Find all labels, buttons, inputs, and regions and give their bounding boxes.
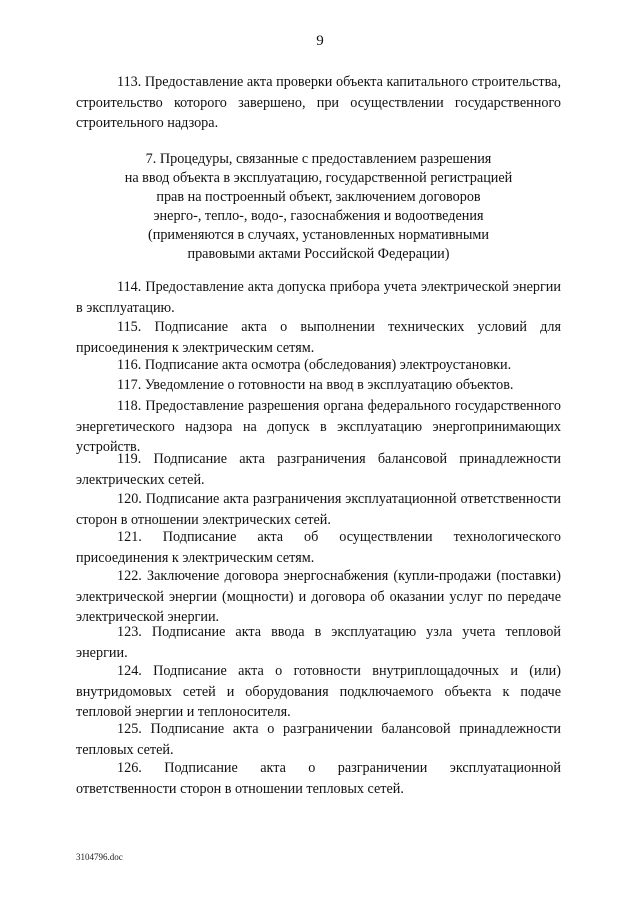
item-114: 114. Предоставление акта допуска прибора учета электрической энергии в эксплуатацию. — [76, 279, 561, 316]
item-122: 122. Заключение договора энергоснабжения (купли-продажи (поставки) электрической энергии (мощности) и договора об оказании услуг по передаче электрической энергии. — [76, 568, 561, 625]
item-126: 126. Подписание акта о разграничении эксплуатационной ответственности сторон в отношении тепловых сетей. — [76, 760, 561, 797]
item-119: 119. Подписание акта разграничения балансовой принадлежности электрических сетей. — [76, 451, 561, 488]
page-number: 9 — [316, 33, 324, 49]
section-heading-line: прав на построенный объект, заключением договоров — [156, 189, 481, 205]
document-filename: 3104796.doc — [76, 852, 123, 862]
section-heading-line: (применяются в случаях, установленных нормативными — [148, 227, 489, 243]
item-113: 113. Предоставление акта проверки объекта капитального строительства, строительство которого завершено, при осуществлении государственного строительного надзора. — [76, 74, 561, 131]
section-heading-line: правовыми актами Российской Федерации) — [187, 246, 450, 262]
section-heading — [76, 150, 561, 264]
item-115: 115. Подписание акта о выполнении технических условий для присоединения к электрическим сетям. — [76, 319, 561, 356]
item-116: 116. Подписание акта осмотра (обследования) электроустановки. — [117, 357, 512, 373]
item-118: 118. Предоставление разрешения органа федерального государственного энергетического надзора на допуск в эксплуатацию энергопринимающих устройств. — [76, 398, 561, 455]
item-123: 123. Подписание акта ввода в эксплуатацию узла учета тепловой энергии. — [76, 624, 561, 661]
item-121: 121. Подписание акта об осуществлении технологического присоединения к электрическим сетям. — [76, 529, 561, 566]
item-117: 117. Уведомление о готовности на ввод в эксплуатацию объектов. — [117, 377, 514, 393]
item-125: 125. Подписание акта о разграничении балансовой принадлежности тепловых сетей. — [76, 721, 561, 758]
item-124: 124. Подписание акта о готовности внутриплощадочных и (или) внутридомовых сетей и оборудования подключаемого объекта к подаче тепловой энергии и теплоносителя. — [76, 663, 561, 720]
section-heading-line: энерго-, тепло-, водо-, газоснабжения и водоотведения — [153, 208, 484, 224]
section-heading-line: на ввод объекта в эксплуатацию, государственной регистрацией — [124, 170, 513, 186]
item-120: 120. Подписание акта разграничения эксплуатационной ответственности сторон в отношении электрических сетей. — [76, 491, 561, 528]
section-heading-line: 7. Процедуры, связанные с предоставлением разрешения — [145, 151, 492, 167]
